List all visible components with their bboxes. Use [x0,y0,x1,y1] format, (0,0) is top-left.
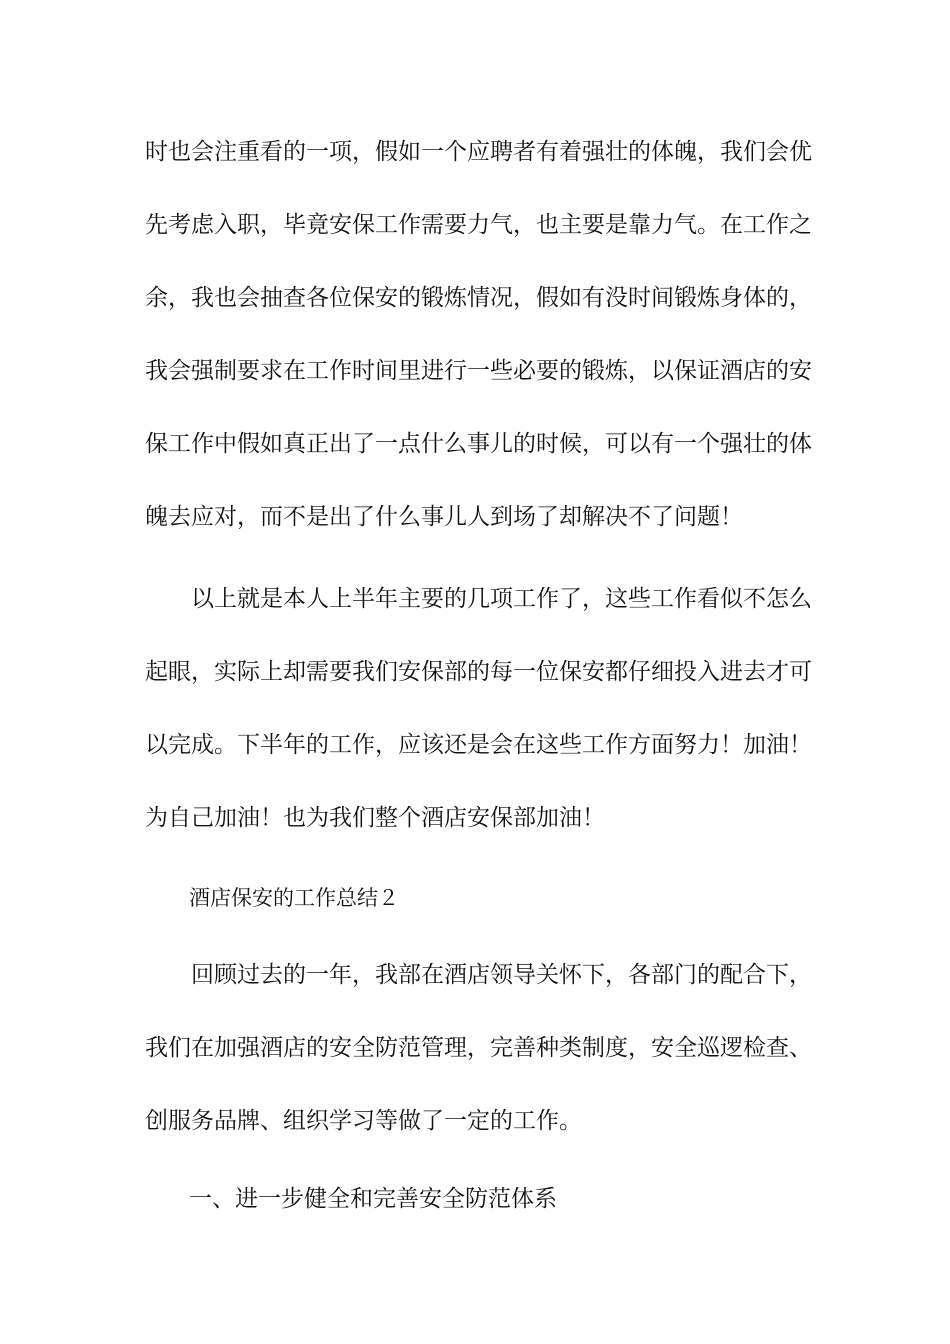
paragraph-line: 起眼，实际上却需要我们安保部的每一位保安都仔细投入进去才可 [145,659,812,685]
paragraph-line: 先考虑入职，毕竟安保工作需要力气，也主要是靠力气。在工作之 [145,212,812,238]
paragraph-line: 回顾过去的一年，我部在酒店领导关怀下，各部门的配合下， [191,962,812,988]
paragraph-line: 我们在加强酒店的安全防范管理，完善种类制度，安全巡逻检查、 [145,1035,812,1061]
paragraph-line: 以完成。下半年的工作，应该还是会在这些工作方面努力！加油！ [145,732,812,758]
section-title: 酒店保安的工作总结２ [189,886,399,910]
paragraph-line: 余，我也会抽查各位保安的锻炼情况，假如有没时间锻炼身体的， [145,285,812,311]
paragraph-line: 我会强制要求在工作时间里进行一些必要的锻炼，以保证酒店的安 [145,358,812,384]
paragraph-line: 魄去应对，而不是出了什么事儿人到场了却解决不了问题！ [145,504,743,530]
paragraph-line: 创服务品牌、组织学习等做了一定的工作。 [145,1108,582,1134]
paragraph-line: 以上就是本人上半年主要的几项工作了，这些工作看似不怎么 [191,586,812,612]
subheading: 一、进一步健全和完善安全防范体系 [189,1186,557,1212]
paragraph-line: 保工作中假如真正出了一点什么事儿的时候，可以有一个强壮的体 [145,431,812,457]
paragraph-line: 时也会注重看的一项，假如一个应聘者有着强壮的体魄，我们会优 [145,139,812,165]
paragraph-line: 为自己加油！也为我们整个酒店安保部加油！ [145,805,605,831]
